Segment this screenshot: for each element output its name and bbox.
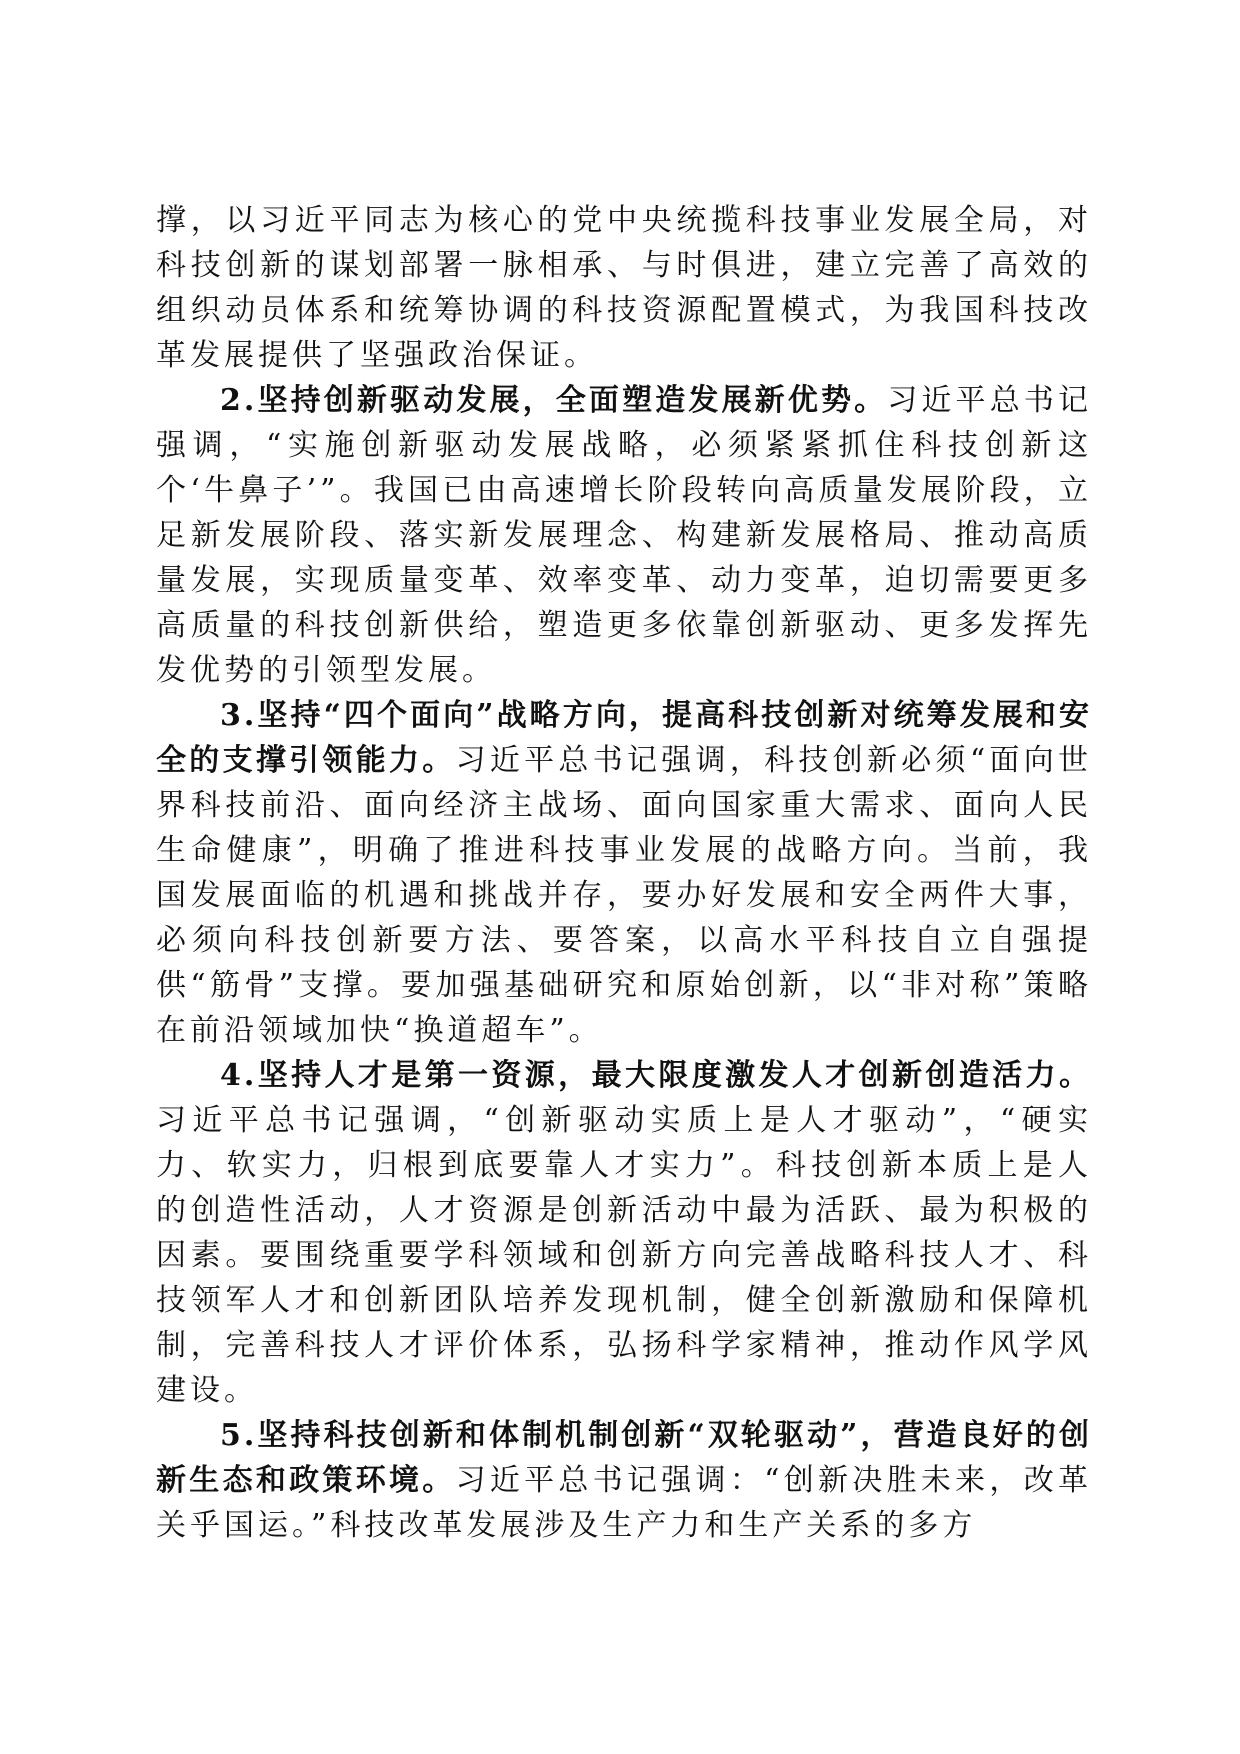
paragraph-3-heading: 3.坚持“四个面向”战略方向，提高科技创新对统筹发展和安全的支撑引领能力。	[156, 698, 1092, 778]
paragraph-2	[156, 378, 1092, 693]
paragraph-4-body: 习近平总书记强调，“创新驱动实质上是人才驱动”，“硬实力、软实力，归根到底要靠人才实力”。科技创新本质上是人的创造性活动，人才资源是创新活动中最为活跃、最为积极的因素。要围绕重要学科领域和创新方向完善战略科技人才、科技领军人才和创新团队培养发现机制，健全创新激励和保障机制，完善科技人才评价体系，弘扬科学家精神，推动作风学风建设。	[156, 1103, 1092, 1408]
paragraph-1-body: 撑，以习近平同志为核心的党中央统揽科技事业发展全局，对科技创新的谋划部署一脉相承、与时俱进，建立完善了高效的组织动员体系和统筹协调的科技资源配置模式，为我国科技改革发展提供了坚强政治保证。	[156, 203, 1092, 373]
paragraph-4	[156, 1053, 1092, 1413]
paragraph-5-body: 习近平总书记强调：“创新决胜未来，改革关乎国运。”科技改革发展涉及生产力和生产关系的多方	[156, 1463, 1093, 1543]
paragraph-3-body: 习近平总书记强调，科技创新必须“面向世界科技前沿、面向经济主战场、面向国家重大需求、面向人民生命健康”，明确了推进科技事业发展的战略方向。当前，我国发展面临的机遇和挑战并存，要办好发展和安全两件大事，必须向科技创新要方法、要答案，以高水平科技自立自强提供“筋骨”支撑。要加强基础研究和原始创新，以“非对称”策略在前沿领域加快“换道超车”。	[156, 743, 1093, 1048]
paragraph-4-heading: 4.坚持人才是第一资源，最大限度激发人才创新创造活力。	[220, 1058, 1092, 1093]
paragraph-2-body: 习近平总书记强调，“实施创新驱动发展战略，必须紧紧抓住科技创新这个‘牛鼻子’”。我国已由高速增长阶段转向高质量发展阶段，立足新发展阶段、落实新发展理念、构建新发展格局、推动高质量发展，实现质量变革、效率变革、动力变革，迫切需要更多高质量的科技创新供给，塑造更多依靠创新驱动、更多发挥先发优势的引领型发展。	[156, 383, 1092, 688]
paragraph-3	[156, 693, 1092, 1053]
paragraph-5-heading: 5.坚持科技创新和体制机制创新“双轮驱动”，营造良好的创新生态和政策环境。	[156, 1418, 1092, 1498]
paragraph-5	[156, 1413, 1092, 1548]
paragraph-1	[156, 198, 1092, 378]
document-body	[156, 198, 1092, 1548]
paragraph-2-heading: 2.坚持创新驱动发展，全面塑造发展新优势。	[220, 383, 888, 418]
